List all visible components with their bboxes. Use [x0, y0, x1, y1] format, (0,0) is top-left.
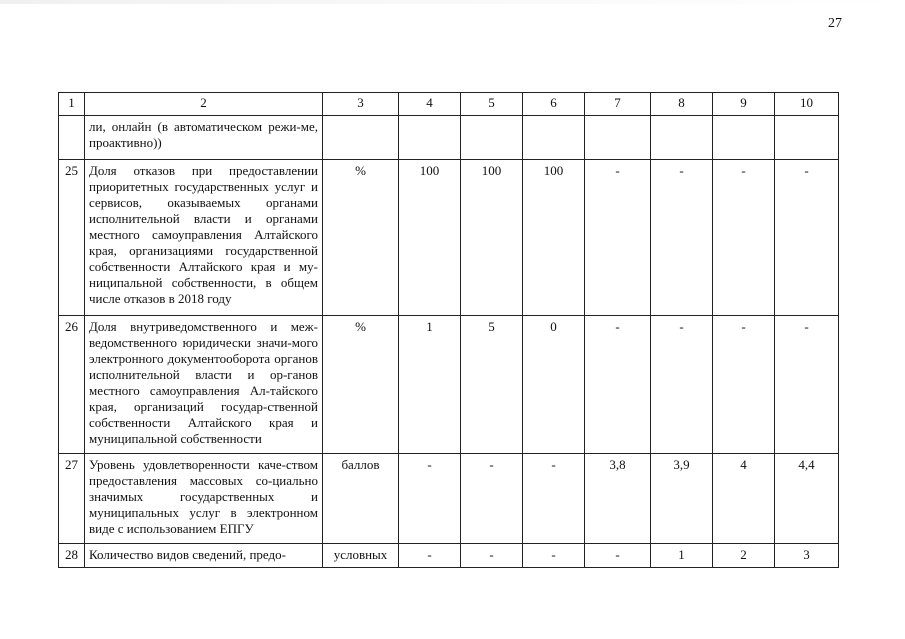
value-cell: -	[523, 454, 585, 544]
header-cell: 9	[713, 93, 775, 116]
scan-artifact	[0, 0, 905, 4]
indicator-name: Доля внутриведомственного и меж-ведомственного юридически значи-мого электронного документооборота органов исполнительной власти и ор-ганов местного самоуправления Ал-тайского края, организаций государ-ственной собственности Алтайского края и муниципальной собственности	[85, 316, 323, 454]
page-number: 27	[828, 16, 842, 31]
indicator-name: Уровень удовлетворенности каче-ством предоставления массовых со-циально значимых государственных и муниципальных услуг в электронном виде с использованием ЕПГУ	[85, 454, 323, 544]
value-cell	[399, 116, 461, 160]
value-cell	[651, 116, 713, 160]
unit-cell: условных	[323, 544, 399, 568]
row-number: 28	[59, 544, 85, 568]
unit-cell: %	[323, 316, 399, 454]
value-cell: 4,4	[775, 454, 839, 544]
header-cell: 4	[399, 93, 461, 116]
unit-cell	[323, 116, 399, 160]
table-row	[59, 316, 839, 454]
value-cell: 1	[399, 316, 461, 454]
table-row	[59, 454, 839, 544]
value-cell: -	[461, 544, 523, 568]
value-cell: -	[399, 544, 461, 568]
header-cell: 8	[651, 93, 713, 116]
row-number: 25	[59, 160, 85, 316]
value-cell	[461, 116, 523, 160]
value-cell: -	[461, 454, 523, 544]
value-cell: -	[651, 316, 713, 454]
value-cell	[523, 116, 585, 160]
indicators-table	[58, 92, 839, 568]
header-cell: 7	[585, 93, 651, 116]
header-cell: 2	[85, 93, 323, 116]
table-row	[59, 544, 839, 568]
value-cell: 1	[651, 544, 713, 568]
value-cell: -	[585, 160, 651, 316]
indicator-name: ли, онлайн (в автоматическом режи-ме, проактивно))	[85, 116, 323, 160]
value-cell: -	[585, 544, 651, 568]
value-cell: 4	[713, 454, 775, 544]
value-cell: 0	[523, 316, 585, 454]
value-cell: -	[713, 316, 775, 454]
unit-cell: %	[323, 160, 399, 316]
value-cell: 3,9	[651, 454, 713, 544]
row-number: 27	[59, 454, 85, 544]
header-cell: 5	[461, 93, 523, 116]
value-cell: 2	[713, 544, 775, 568]
value-cell: 3	[775, 544, 839, 568]
header-cell: 10	[775, 93, 839, 116]
value-cell: 100	[461, 160, 523, 316]
value-cell: 100	[399, 160, 461, 316]
value-cell: -	[523, 544, 585, 568]
value-cell: -	[585, 316, 651, 454]
value-cell: -	[775, 316, 839, 454]
value-cell: 3,8	[585, 454, 651, 544]
unit-cell: баллов	[323, 454, 399, 544]
table-row	[59, 160, 839, 316]
value-cell	[585, 116, 651, 160]
header-cell: 1	[59, 93, 85, 116]
header-row	[59, 93, 839, 116]
value-cell	[775, 116, 839, 160]
indicator-name: Доля отказов при предоставлении приоритетных государственных услуг и сервисов, оказываемых органами исполнительной власти и органами местного самоуправления Алтайского края, организациями государственной собственности Алтайского края и му-ниципальной собственности, в общем числе отказов в 2018 году	[85, 160, 323, 316]
value-cell: -	[399, 454, 461, 544]
value-cell: 100	[523, 160, 585, 316]
value-cell: -	[651, 160, 713, 316]
header-cell: 6	[523, 93, 585, 116]
table-row	[59, 116, 839, 160]
row-number	[59, 116, 85, 160]
header-cell: 3	[323, 93, 399, 116]
value-cell: 5	[461, 316, 523, 454]
indicator-name: Количество видов сведений, предо-	[85, 544, 323, 568]
row-number: 26	[59, 316, 85, 454]
value-cell: -	[713, 160, 775, 316]
value-cell: -	[775, 160, 839, 316]
value-cell	[713, 116, 775, 160]
